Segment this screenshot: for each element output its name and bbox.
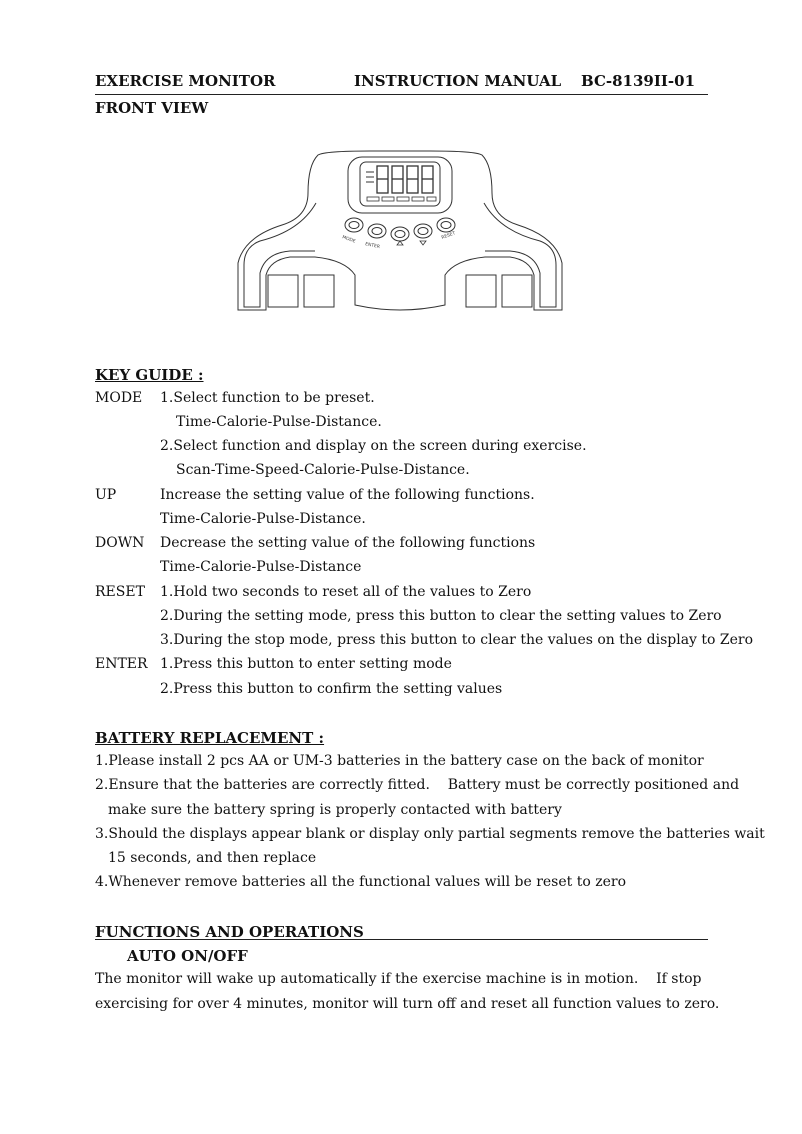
functions-line: The monitor will wake up automatically if the exercise machine is in motion. If stop — [95, 971, 702, 987]
key-enter-line: 1.Press this button to enter setting mode — [160, 656, 452, 672]
functions-title: FUNCTIONS AND OPERATIONS — [95, 923, 364, 941]
header-rule — [95, 94, 708, 95]
key-mode-line: Scan-Time-Speed-Calorie-Pulse-Distance. — [176, 462, 470, 478]
battery-line: 2.Ensure that the batteries are correctly fitted. Battery must be correctly positioned and — [95, 777, 740, 793]
functions-rule — [95, 939, 708, 940]
key-up-name: UP — [95, 487, 117, 503]
functions-line: exercising for over 4 minutes, monitor will turn off and reset all function values to zero. — [95, 996, 720, 1012]
front-view-title: FRONT VIEW — [95, 99, 209, 117]
key-down-line: Decrease the setting value of the following functions — [160, 535, 536, 551]
key-guide-title: KEY GUIDE : — [95, 366, 204, 384]
key-enter-name: ENTER — [95, 656, 148, 672]
key-mode-line: 2.Select function and display on the screen during exercise. — [160, 438, 587, 454]
key-up-line: Time-Calorie-Pulse-Distance. — [160, 511, 366, 527]
key-down-line: Time-Calorie-Pulse-Distance — [160, 559, 362, 575]
battery-title: BATTERY REPLACEMENT : — [95, 729, 325, 747]
header-right: BC-8139II-01 — [581, 72, 696, 90]
key-mode-name: MODE — [95, 390, 143, 406]
mode-button-label: MODE — [341, 235, 356, 245]
auto-on-off-subtitle: AUTO ON/OFF — [127, 947, 248, 965]
battery-line: 1.Please install 2 pcs AA or UM-3 batteries in the battery case on the back of monitor — [95, 753, 704, 769]
key-down-name: DOWN — [95, 535, 145, 551]
battery-line: 15 seconds, and then replace — [108, 850, 317, 866]
battery-line: 3.Should the displays appear blank or display only partial segments remove the batteries wait — [95, 826, 765, 842]
battery-line: make sure the battery spring is properly contacted with battery — [108, 802, 562, 818]
monitor-front-view-illustration — [230, 145, 570, 315]
key-mode-line: 1.Select function to be preset. — [160, 390, 375, 406]
key-reset-name: RESET — [95, 584, 145, 600]
key-mode-line: Time-Calorie-Pulse-Distance. — [176, 414, 382, 430]
key-enter-line: 2.Press this button to confirm the setting values — [160, 681, 503, 697]
key-reset-line: 3.During the stop mode, press this button to clear the values on the display to Zero — [160, 632, 754, 648]
enter-button-label: ENTER — [364, 242, 381, 251]
header-center: INSTRUCTION MANUAL — [354, 72, 562, 90]
key-reset-line: 2.During the setting mode, press this button to clear the setting values to Zero — [160, 608, 722, 624]
battery-line: 4.Whenever remove batteries all the functional values will be reset to zero — [95, 874, 627, 890]
reset-button-label: RESET — [440, 231, 457, 241]
key-reset-line: 1.Hold two seconds to reset all of the values to Zero — [160, 584, 532, 600]
header-left: EXERCISE MONITOR — [95, 72, 276, 90]
key-up-line: Increase the setting value of the following functions. — [160, 487, 535, 503]
